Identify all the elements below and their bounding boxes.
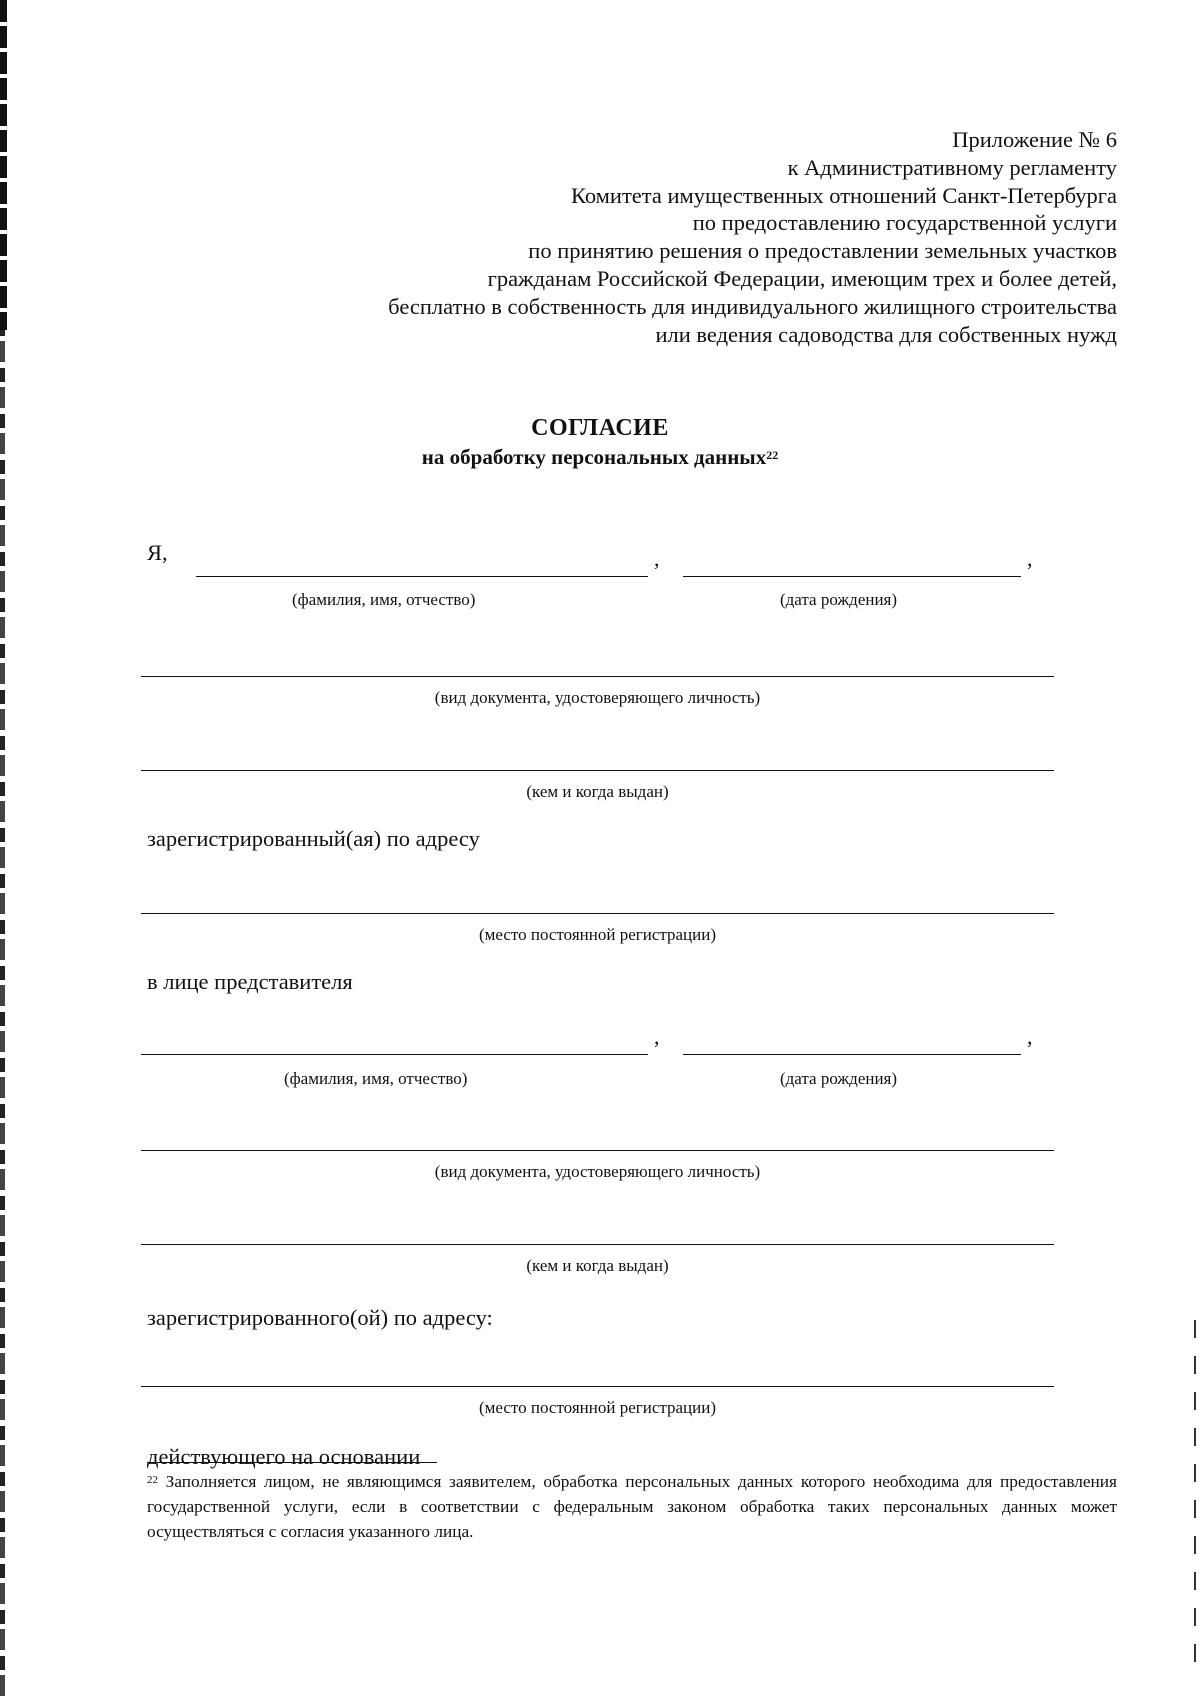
- appendix-line: Приложение № 6: [952, 127, 1117, 152]
- registered-label: зарегистрированный(ая) по адресу: [147, 826, 480, 851]
- representative-label: в лице представителя: [147, 969, 353, 994]
- appendix-line: к Административному регламенту: [787, 154, 1117, 180]
- dob-line[interactable]: [683, 576, 1021, 577]
- footnote: [147, 1469, 1117, 1544]
- appendix-header: [388, 126, 1117, 348]
- appendix-line: гражданам Российской Федерации, имеющим трех и более детей,: [487, 265, 1117, 291]
- document-title-block: [0, 413, 1200, 471]
- rep-caption-registration: (место постоянной регистрации): [479, 1398, 716, 1417]
- rep-fio-line[interactable]: [141, 1054, 648, 1055]
- basis-label: действующего на основании: [147, 1444, 421, 1469]
- caption-id-document: (вид документа, удостоверяющего личность): [434, 688, 761, 707]
- appendix-line: Комитета имущественных отношений Санкт-Петербурга: [570, 182, 1117, 208]
- issued-line[interactable]: [141, 770, 1054, 771]
- id-document-line[interactable]: [141, 676, 1054, 677]
- scan-edge-left-dark: [0, 0, 7, 330]
- rep-caption-issued: (кем и когда выдан): [526, 1256, 669, 1275]
- scan-edge-right: [1194, 1320, 1196, 1680]
- appendix-line: или ведения садоводства для собственных нужд: [655, 321, 1117, 347]
- rep-id-document-line[interactable]: [141, 1150, 1054, 1151]
- rep-registration-line[interactable]: [141, 1386, 1054, 1387]
- comma: ,: [1027, 546, 1033, 571]
- appendix-line: бесплатно в собственность для индивидуального жилищного строительства: [388, 293, 1117, 319]
- appendix-line: по принятию решения о предоставлении земельных участков: [528, 238, 1117, 264]
- document-subtitle: [0, 443, 1200, 471]
- rep-caption-fio: (фамилия, имя, отчество): [284, 1069, 468, 1088]
- rep-dob-line[interactable]: [683, 1054, 1021, 1055]
- footnote-text: Заполняется лицом, не являющимся заявителем, обработка персональных данных которого необходима для предоставления государственной услуги, если в соответствии с федеральным законом обработка таких персональных данных может осуществляться с согласия указанного лица.: [147, 1472, 1117, 1541]
- appendix-line: по предоставлению государственной услуги: [692, 210, 1117, 236]
- document-subtitle-text: на обработку персональных данных: [421, 445, 767, 469]
- caption-registration: (место постоянной регистрации): [479, 925, 716, 944]
- footnote-reference: 22: [766, 448, 779, 462]
- rep-issued-line[interactable]: [141, 1244, 1054, 1245]
- footnote-number: 22: [147, 1474, 158, 1486]
- comma: ,: [654, 546, 660, 571]
- caption-fio: (фамилия, имя, отчество): [292, 590, 476, 609]
- rep-caption-id-document: (вид документа, удостоверяющего личность): [434, 1162, 761, 1181]
- comma: ,: [1027, 1024, 1033, 1049]
- caption-dob: (дата рождения): [780, 590, 898, 609]
- footnote-rule: [147, 1462, 437, 1463]
- comma: ,: [654, 1024, 660, 1049]
- registration-line[interactable]: [141, 913, 1054, 914]
- rep-caption-dob: (дата рождения): [780, 1069, 898, 1088]
- fio-line[interactable]: [196, 576, 648, 577]
- rep-registered-label: зарегистрированного(ой) по адресу:: [147, 1305, 493, 1330]
- caption-issued: (кем и когда выдан): [526, 782, 669, 801]
- document-title: СОГЛАСИЕ: [531, 415, 669, 441]
- prefix-ya: Я,: [147, 540, 168, 565]
